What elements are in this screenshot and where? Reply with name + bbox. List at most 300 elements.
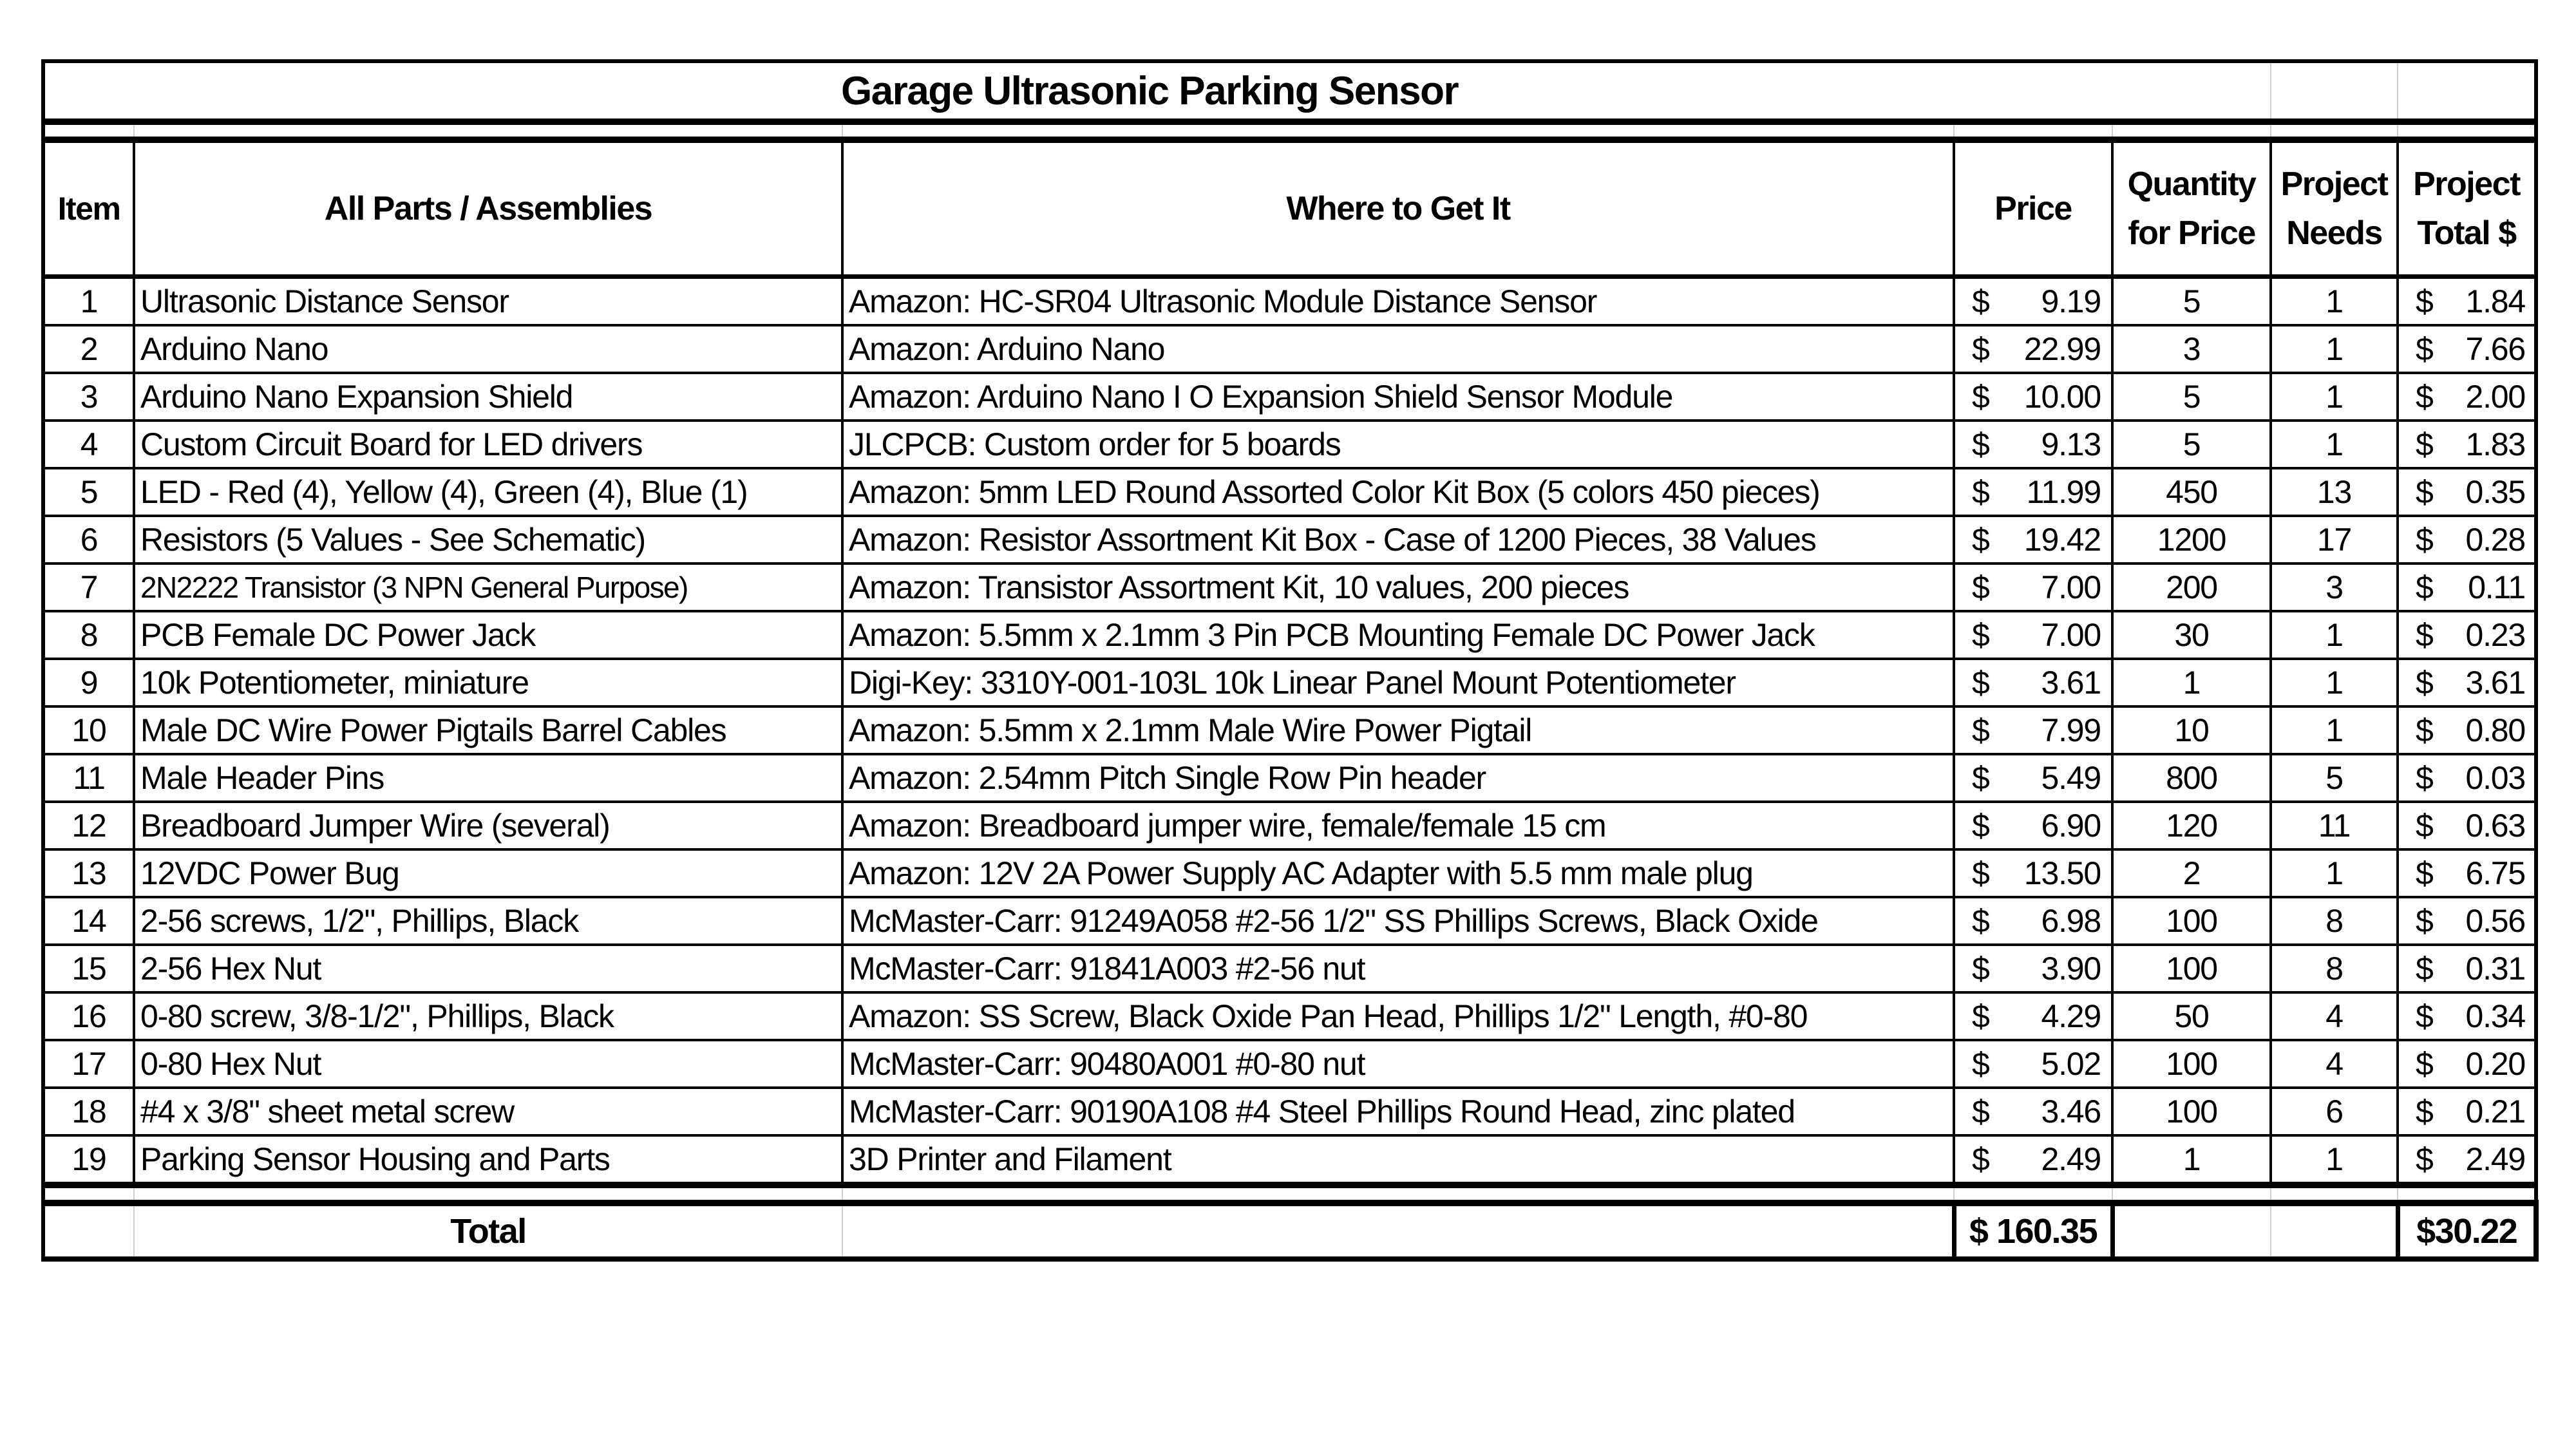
currency-symbol: $ [1972,569,1989,605]
table-row [43,706,2536,754]
currency-symbol: $ [2416,379,2433,415]
needs-cell[interactable] [2271,468,2398,516]
part-name-cell[interactable] [134,1040,842,1088]
item-number: 7 [80,569,98,605]
quantity-value: 2 [2183,855,2201,891]
table-row [43,897,2536,945]
price-cell[interactable] [1954,802,2112,849]
table-row [43,1088,2536,1135]
needs-cell[interactable] [2271,277,2398,326]
quantity-cell[interactable] [2112,421,2271,468]
title-blank-cell[interactable] [2271,61,2398,122]
spacer-cell[interactable] [1954,122,2112,140]
price-cell[interactable] [1954,516,2112,564]
project-total-value: 0.35 [2465,474,2526,510]
needs-value: 3 [2325,569,2343,605]
source-cell[interactable] [842,325,1954,373]
item-number: 18 [71,1094,106,1130]
needs-value: 6 [2325,1094,2343,1130]
part-name: Custom Circuit Board for LED drivers [140,426,643,462]
part-name-cell[interactable] [134,706,842,754]
price-cell[interactable] [1954,373,2112,421]
project-total-value: 0.28 [2465,522,2526,558]
price-cell[interactable] [1954,1135,2112,1185]
needs-cell[interactable] [2271,992,2398,1040]
currency-symbol: $ [1972,474,1989,510]
needs-value: 1 [2325,855,2343,891]
table-row [43,1135,2536,1185]
quantity-value: 50 [2174,998,2209,1034]
needs-cell[interactable] [2271,659,2398,706]
source-cell[interactable] [842,611,1954,659]
item-number-cell[interactable] [43,1088,134,1135]
source-text: Amazon: Resistor Assortment Kit Box - Case of 1200 Pieces, 38 Values [849,522,1816,558]
part-name-cell[interactable] [134,659,842,706]
project-total-cell[interactable] [2398,1135,2536,1185]
item-number-cell[interactable] [43,992,134,1040]
price-cell[interactable] [1954,706,2112,754]
sheet-title[interactable]: Garage Ultrasonic Parking Sensor [43,61,2112,122]
source-cell[interactable] [842,659,1954,706]
spacer-cell[interactable] [1954,1185,2112,1203]
table-row [43,802,2536,849]
source-cell[interactable] [842,945,1954,992]
price-cell[interactable] [1954,277,2112,326]
item-number-cell[interactable] [43,659,134,706]
needs-value: 1 [2325,617,2343,653]
spacer-cell[interactable] [134,1185,842,1203]
needs-cell[interactable] [2271,1088,2398,1135]
total-blank-cell[interactable] [43,1203,134,1259]
needs-value: 13 [2316,474,2352,510]
total-price[interactable]: $ 160.35 [1954,1203,2112,1259]
currency-symbol: $ [1972,331,1989,367]
part-name-cell[interactable] [134,468,842,516]
needs-cell[interactable] [2271,1135,2398,1185]
source-cell[interactable] [842,802,1954,849]
project-total-value: 0.20 [2465,1046,2526,1082]
item-number-cell[interactable] [43,611,134,659]
header-parts[interactable]: All Parts / Assemblies [134,140,842,277]
source-cell[interactable] [842,516,1954,564]
project-total-cell[interactable] [2398,992,2536,1040]
spacer-cell[interactable] [134,122,842,140]
needs-value: 1 [2325,1141,2343,1177]
part-name-cell[interactable] [134,945,842,992]
needs-value: 8 [2325,951,2343,987]
item-number: 6 [80,522,98,558]
needs-value: 1 [2325,665,2343,701]
project-total-cell[interactable] [2398,468,2536,516]
item-number-cell[interactable] [43,945,134,992]
item-number: 10 [71,712,106,748]
project-total-value: 2.00 [2465,379,2526,415]
project-total-value: 0.80 [2465,712,2526,748]
spacer-cell[interactable] [842,122,1954,140]
currency-symbol: $ [1972,379,1989,415]
needs-cell[interactable] [2271,516,2398,564]
project-total-cell[interactable] [2398,325,2536,373]
item-number-cell[interactable] [43,897,134,945]
header-item[interactable]: Item [43,140,134,277]
quantity-cell[interactable] [2112,277,2271,326]
quantity-cell[interactable] [2112,611,2271,659]
source-cell[interactable] [842,1040,1954,1088]
quantity-cell[interactable] [2112,468,2271,516]
quantity-value: 1 [2183,1141,2201,1177]
needs-value: 11 [2318,808,2351,844]
currency-symbol: $ [2416,1141,2433,1177]
total-label[interactable]: Total [134,1203,842,1259]
part-name-cell[interactable] [134,992,842,1040]
quantity-value: 1 [2183,665,2201,701]
currency-symbol: $ [2416,1046,2433,1082]
source-cell[interactable] [842,421,1954,468]
source-text: Amazon: 12V 2A Power Supply AC Adapter with 5.5 mm male plug [849,855,1753,891]
spacer-cell[interactable] [2398,1185,2536,1203]
item-number-cell[interactable] [43,1135,134,1185]
part-name: Arduino Nano Expansion Shield [140,379,573,415]
header-needs[interactable]: Project Needs [2271,140,2398,277]
source-text: Amazon: Arduino Nano [849,331,1165,367]
parts-list-sheet [41,59,2534,1262]
currency-symbol: $ [1972,1046,1989,1082]
project-total-cell[interactable] [2398,802,2536,849]
project-total-value: 3.61 [2465,665,2526,701]
quantity-cell[interactable] [2112,897,2271,945]
price-value: 7.00 [2041,569,2101,605]
item-number-cell[interactable] [43,325,134,373]
project-total-value: 0.03 [2465,760,2526,796]
item-number: 2 [80,331,98,367]
header-total[interactable]: Project Total $ [2398,140,2536,277]
item-number-cell[interactable] [43,516,134,564]
price-cell[interactable] [1954,611,2112,659]
table-row [43,516,2536,564]
quantity-cell[interactable] [2112,1088,2271,1135]
source-text: Digi-Key: 3310Y-001-103L 10k Linear Panel Mount Potentiometer [849,665,1736,701]
part-name-cell[interactable] [134,325,842,373]
quantity-value: 5 [2183,379,2201,415]
part-name-cell[interactable] [134,277,842,326]
item-number-cell[interactable] [43,849,134,897]
part-name: 0-80 Hex Nut [140,1046,321,1082]
project-total-cell[interactable] [2398,897,2536,945]
project-total-cell[interactable] [2398,421,2536,468]
source-text: Amazon: Breadboard jumper wire, female/female 15 cm [849,808,1606,844]
part-name: 10k Potentiometer, miniature [140,665,529,701]
currency-symbol: $ [2416,1094,2433,1130]
table-row [43,564,2536,611]
price-value: 4.29 [2041,998,2101,1034]
price-cell[interactable] [1954,945,2112,992]
price-value: 22.99 [2023,331,2101,367]
quantity-cell[interactable] [2112,325,2271,373]
item-number: 4 [80,426,98,462]
table-row [43,325,2536,373]
table-row [43,754,2536,802]
part-name-cell[interactable] [134,802,842,849]
needs-cell[interactable] [2271,706,2398,754]
part-name: PCB Female DC Power Jack [140,617,536,653]
source-cell[interactable] [842,897,1954,945]
needs-cell[interactable] [2271,802,2398,849]
header-row [43,140,2536,277]
spacer-cell[interactable] [2112,122,2271,140]
currency-symbol: $ [1972,855,1989,891]
price-value: 5.49 [2041,760,2101,796]
project-total-value: 0.34 [2465,998,2526,1034]
currency-symbol: $ [1972,1094,1989,1130]
quantity-value: 200 [2166,569,2217,605]
needs-cell[interactable] [2271,897,2398,945]
part-name: Breadboard Jumper Wire (several) [140,808,610,844]
needs-cell[interactable] [2271,849,2398,897]
spacer-cell[interactable] [2271,1185,2398,1203]
needs-cell[interactable] [2271,421,2398,468]
part-name-cell[interactable] [134,1088,842,1135]
spacer-cell[interactable] [2271,122,2398,140]
item-number: 16 [71,998,106,1034]
currency-symbol: $ [1972,1141,1989,1177]
price-value: 2.49 [2041,1141,2101,1177]
needs-value: 1 [2325,712,2343,748]
price-cell[interactable] [1954,897,2112,945]
price-cell[interactable] [1954,421,2112,468]
spacer-cell[interactable] [2112,1185,2271,1203]
table-row [43,659,2536,706]
project-total-value: 7.66 [2465,331,2526,367]
project-total-cell[interactable] [2398,516,2536,564]
price-cell[interactable] [1954,1088,2112,1135]
quantity-cell[interactable] [2112,1135,2271,1185]
table-row [43,468,2536,516]
quantity-value: 5 [2183,283,2201,319]
part-name-cell[interactable] [134,849,842,897]
spacer-cell[interactable] [2398,122,2536,140]
price-cell[interactable] [1954,564,2112,611]
quantity-cell[interactable] [2112,564,2271,611]
source-text: McMaster-Carr: 91841A003 #2-56 nut [849,951,1365,987]
quantity-value: 450 [2166,474,2217,510]
item-number-cell[interactable] [43,468,134,516]
quantity-cell[interactable] [2112,659,2271,706]
quantity-value: 30 [2174,617,2209,653]
price-cell[interactable] [1954,1040,2112,1088]
header-where[interactable]: Where to Get It [842,140,1954,277]
project-total-value: 0.11 [2468,569,2526,605]
part-name-cell[interactable] [134,897,842,945]
price-cell[interactable] [1954,659,2112,706]
source-cell[interactable] [842,849,1954,897]
part-name: 2-56 Hex Nut [140,951,321,987]
needs-cell[interactable] [2271,325,2398,373]
project-total-value: 1.83 [2465,426,2526,462]
source-text: Amazon: 5mm LED Round Assorted Color Kit Box (5 colors 450 pieces) [849,474,1820,510]
part-name-cell[interactable] [134,373,842,421]
title-blank-cell[interactable] [2112,61,2271,122]
spacer-row [43,1185,2536,1203]
source-text: Amazon: Arduino Nano I O Expansion Shield Sensor Module [849,379,1673,415]
quantity-cell[interactable] [2112,754,2271,802]
price-value: 3.90 [2041,951,2101,987]
source-cell[interactable] [842,277,1954,326]
source-text: Amazon: 2.54mm Pitch Single Row Pin header [849,760,1486,796]
source-cell[interactable] [842,373,1954,421]
bill-of-materials-table [41,59,2539,1262]
spacer-cell[interactable] [842,1185,1954,1203]
item-number: 5 [80,474,98,510]
part-name-cell[interactable] [134,421,842,468]
price-cell[interactable] [1954,754,2112,802]
project-total-value: 1.84 [2465,283,2526,319]
part-name: LED - Red (4), Yellow (4), Green (4), Blue (1) [140,474,748,510]
price-cell[interactable] [1954,849,2112,897]
quantity-value: 100 [2166,903,2217,939]
total-row [43,1203,2536,1259]
part-name-cell[interactable] [134,611,842,659]
price-value: 3.61 [2041,665,2101,701]
project-total-cell[interactable] [2398,1088,2536,1135]
source-cell[interactable] [842,468,1954,516]
source-cell[interactable] [842,1135,1954,1185]
project-total-cell[interactable] [2398,564,2536,611]
item-number-cell[interactable] [43,1040,134,1088]
part-name-cell[interactable] [134,516,842,564]
item-number-cell[interactable] [43,754,134,802]
source-cell[interactable] [842,1088,1954,1135]
table-row [43,1040,2536,1088]
header-price[interactable]: Price [1954,140,2112,277]
item-number: 14 [71,903,106,939]
needs-cell[interactable] [2271,611,2398,659]
price-value: 9.19 [2041,283,2101,319]
table-row [43,277,2536,326]
currency-symbol: $ [2416,617,2433,653]
currency-symbol: $ [1972,998,1989,1034]
currency-symbol: $ [1972,522,1989,558]
currency-symbol: $ [1972,760,1989,796]
price-cell[interactable] [1954,992,2112,1040]
project-total-cell[interactable] [2398,849,2536,897]
currency-symbol: $ [2416,283,2433,319]
item-number-cell[interactable] [43,706,134,754]
total-blank-cell[interactable] [2112,1203,2271,1259]
project-total-cell[interactable] [2398,945,2536,992]
quantity-cell[interactable] [2112,802,2271,849]
spacer-cell[interactable] [43,1185,134,1203]
part-name: Male Header Pins [140,760,384,796]
table-row [43,945,2536,992]
needs-cell[interactable] [2271,1040,2398,1088]
project-total-cell[interactable] [2398,706,2536,754]
spacer-cell[interactable] [43,122,134,140]
quantity-cell[interactable] [2112,992,2271,1040]
quantity-cell[interactable] [2112,706,2271,754]
project-total-cell[interactable] [2398,659,2536,706]
needs-cell[interactable] [2271,373,2398,421]
currency-symbol: $ [2416,522,2433,558]
source-cell[interactable] [842,564,1954,611]
part-name-cell[interactable] [134,1135,842,1185]
source-cell[interactable] [842,754,1954,802]
quantity-value: 100 [2166,1046,2217,1082]
item-number-cell[interactable] [43,277,134,326]
header-quantity[interactable]: Quantity for Price [2112,140,2271,277]
part-name-cell[interactable] [134,564,842,611]
item-number: 11 [73,760,105,796]
source-text: Amazon: SS Screw, Black Oxide Pan Head, Phillips 1/2" Length, #0-80 [849,998,1808,1034]
total-blank-cell[interactable] [2271,1203,2398,1259]
price-cell[interactable] [1954,468,2112,516]
item-number-cell[interactable] [43,421,134,468]
quantity-value: 10 [2174,712,2209,748]
item-number-cell[interactable] [43,373,134,421]
quantity-cell[interactable] [2112,849,2271,897]
price-value: 6.98 [2041,903,2101,939]
project-total-value: 0.63 [2465,808,2526,844]
quantity-value: 1200 [2157,522,2226,558]
currency-symbol: $ [2416,760,2433,796]
quantity-cell[interactable] [2112,373,2271,421]
currency-symbol: $ [1972,617,1989,653]
price-cell[interactable] [1954,325,2112,373]
part-name: 0-80 screw, 3/8-1/2", Phillips, Black [140,998,614,1034]
project-total-cell[interactable] [2398,611,2536,659]
quantity-cell[interactable] [2112,1040,2271,1088]
currency-symbol: $ [1972,808,1989,844]
project-total-cell[interactable] [2398,754,2536,802]
source-cell[interactable] [842,992,1954,1040]
project-total-cell[interactable] [2398,373,2536,421]
project-total-value: 0.21 [2465,1094,2526,1130]
quantity-value: 120 [2166,808,2217,844]
source-cell[interactable] [842,706,1954,754]
needs-cell[interactable] [2271,754,2398,802]
total-project-total[interactable]: $30.22 [2398,1203,2536,1259]
price-value: 10.00 [2023,379,2101,415]
needs-value: 4 [2325,1046,2343,1082]
needs-value: 1 [2325,331,2343,367]
quantity-cell[interactable] [2112,516,2271,564]
item-number: 3 [80,379,98,415]
part-name: 2N2222 Transistor (3 NPN General Purpose) [140,571,688,604]
needs-value: 8 [2325,903,2343,939]
project-total-cell[interactable] [2398,277,2536,326]
project-total-cell[interactable] [2398,1040,2536,1088]
part-name: Arduino Nano [140,331,328,367]
project-total-value: 6.75 [2465,855,2526,891]
needs-cell[interactable] [2271,564,2398,611]
currency-symbol: $ [1972,903,1989,939]
part-name-cell[interactable] [134,754,842,802]
quantity-value: 5 [2183,426,2201,462]
title-blank-cell[interactable] [2398,61,2536,122]
currency-symbol: $ [1972,426,1989,462]
needs-value: 5 [2325,760,2343,796]
source-text: Amazon: HC-SR04 Ultrasonic Module Distance Sensor [849,283,1597,319]
item-number: 19 [71,1141,106,1177]
needs-cell[interactable] [2271,945,2398,992]
source-text: Amazon: Transistor Assortment Kit, 10 values, 200 pieces [849,569,1629,605]
total-blank-cell[interactable] [842,1203,1954,1259]
quantity-cell[interactable] [2112,945,2271,992]
part-name: #4 x 3/8" sheet metal screw [140,1094,515,1130]
needs-value: 1 [2325,426,2343,462]
item-number-cell[interactable] [43,802,134,849]
item-number-cell[interactable] [43,564,134,611]
currency-symbol: $ [2416,998,2433,1034]
